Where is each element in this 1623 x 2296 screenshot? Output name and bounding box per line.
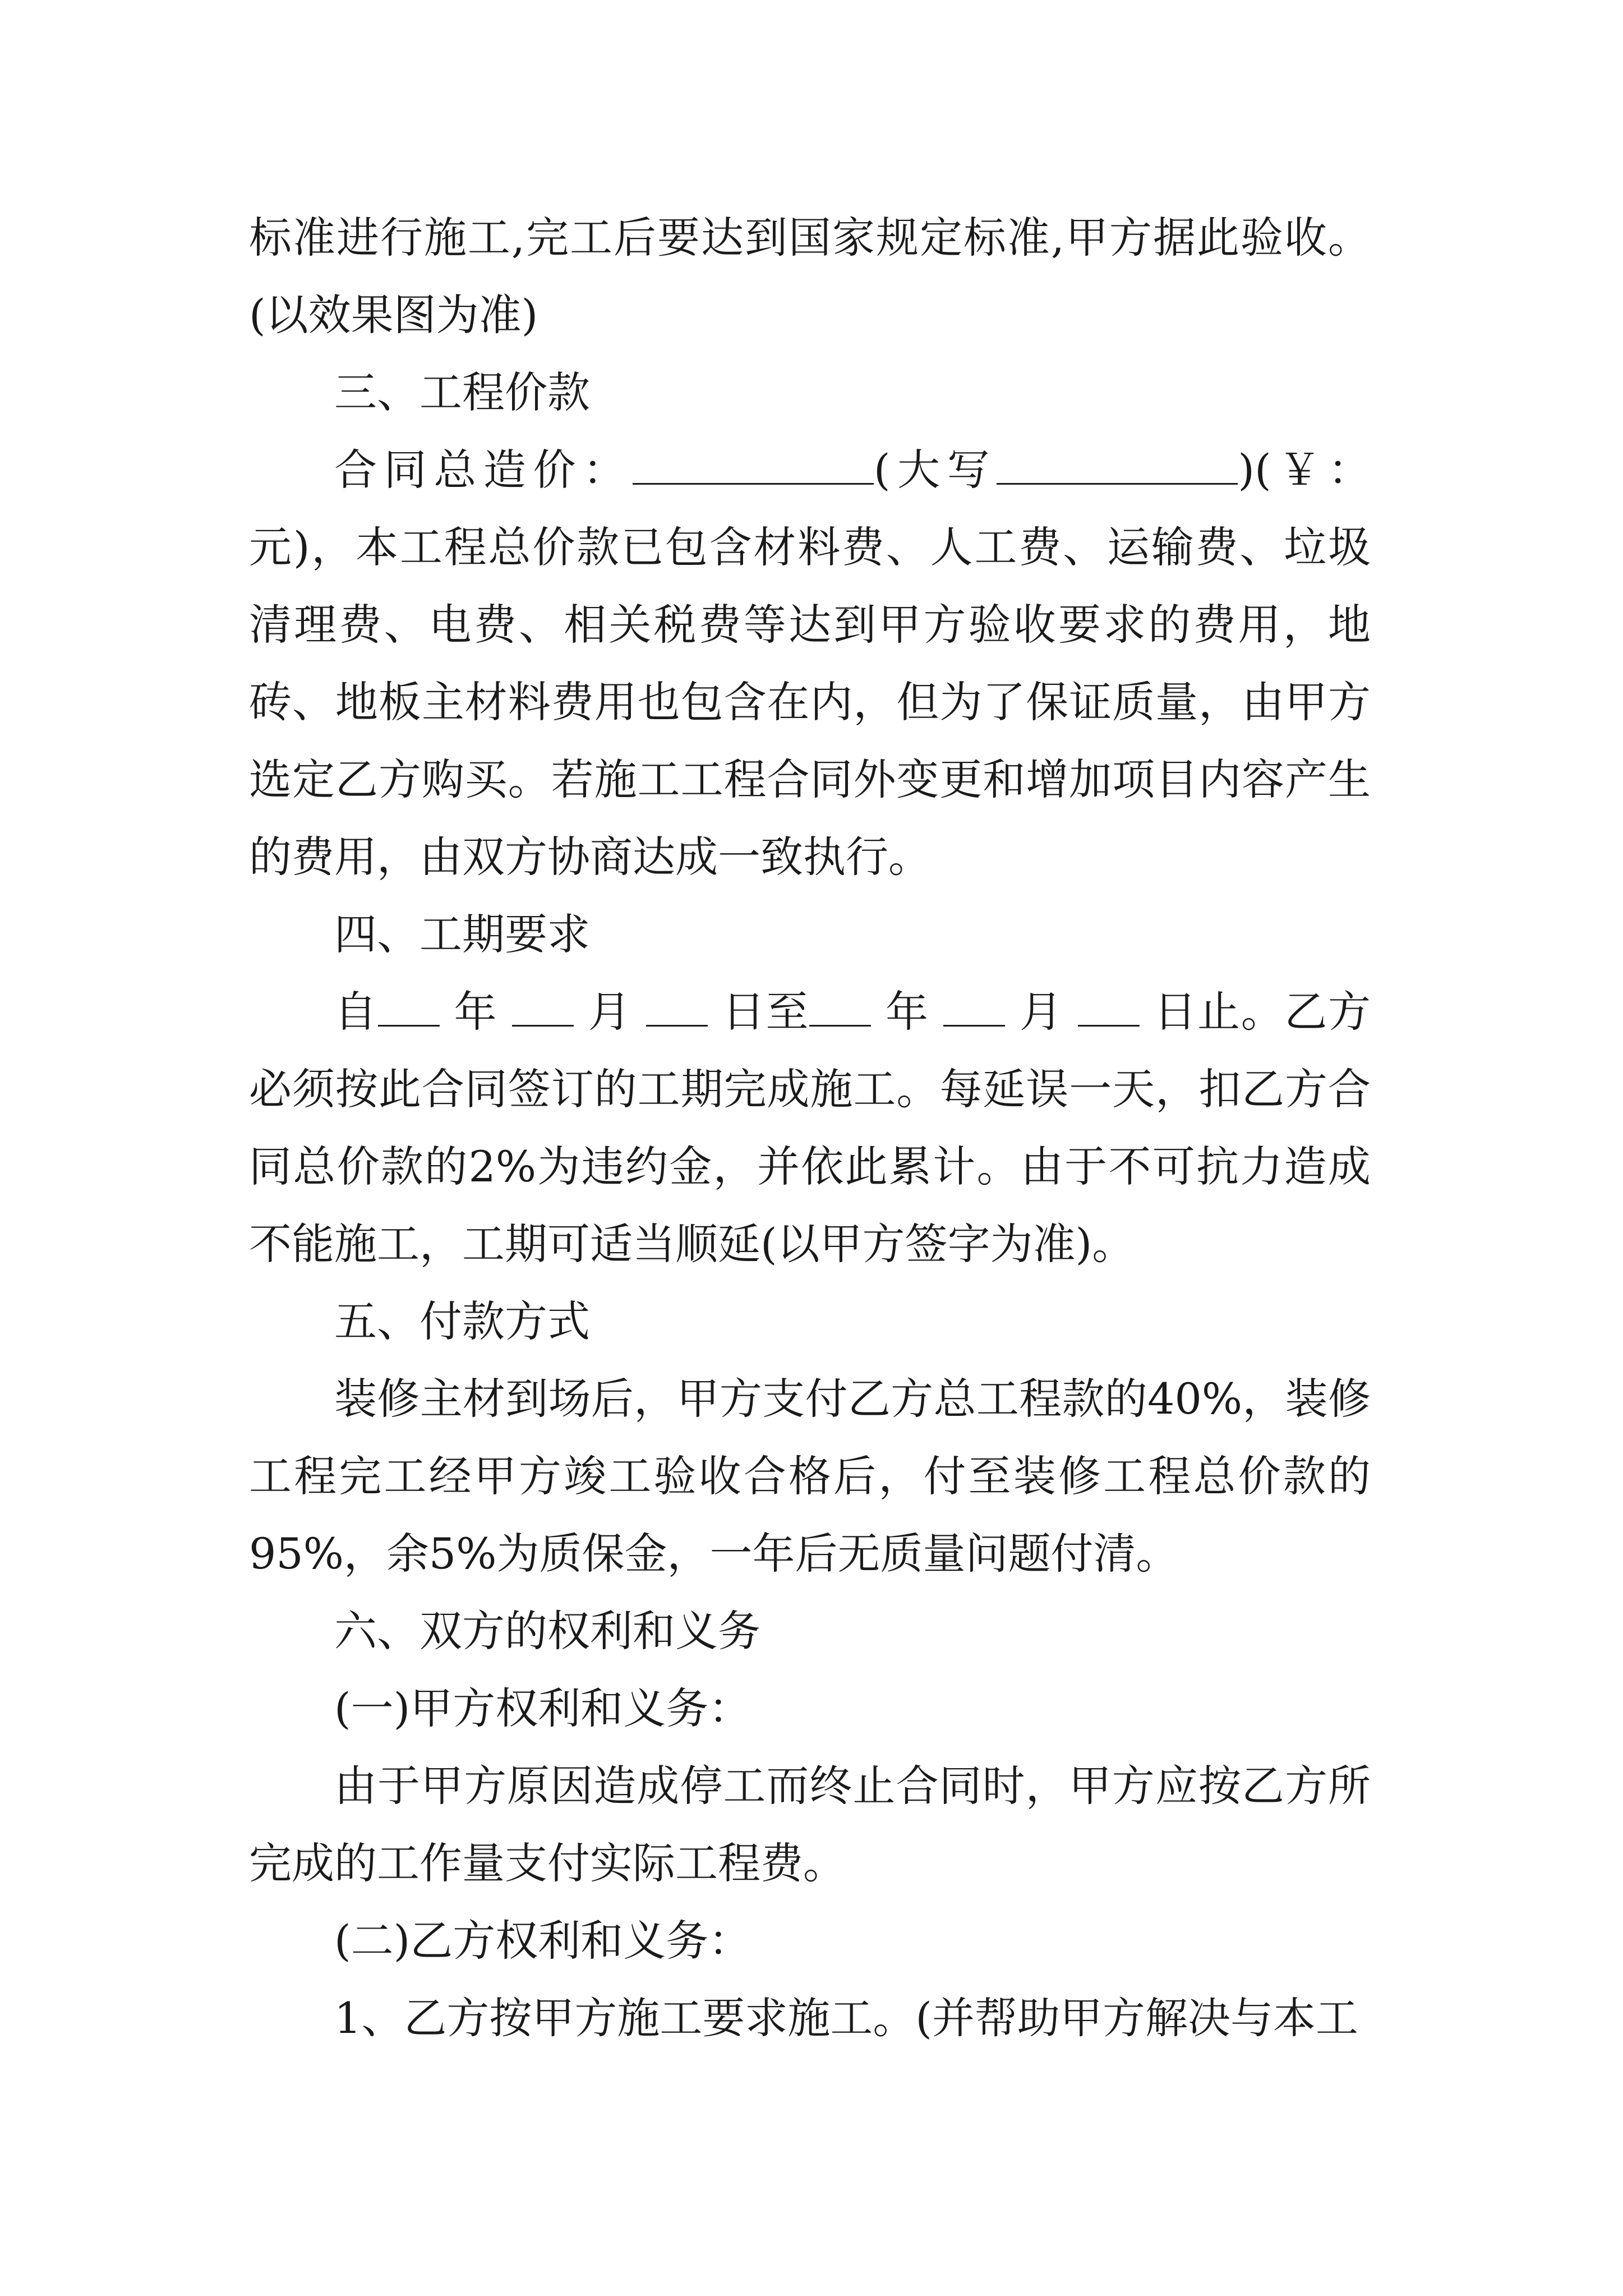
schedule-rest-text: 乙方必须按此合同签订的工期完成施工。每延误一天，扣乙方合同总价款的2%为违约金，并依此累计。由于不可抗力造成不能施工，工期可适当顺延(以甲方签字为准)。 bbox=[249, 987, 1371, 1269]
party-b-item-1: 1、乙方按甲方施工要求施工。(并帮助甲方解决与本工 bbox=[334, 1993, 1359, 2043]
price-rest-text: 元)，本工程总价款已包含材料费、人工费、运输费、垃圾清理费、电费、相关税费等达到甲方验收要求的费用，地砖、地板主材料费用也包含在内，但为了保证质量，由甲方选定乙方购买。若施工工程合同外变更和增加项目内容产生的费用，由双方协商达成一致执行。 bbox=[249, 522, 1371, 882]
continuation-paragraph: 标准进行施工,完工后要达到国家规定标准,甲方据此验收。(以效果图为准) bbox=[249, 213, 1371, 340]
start-month-blank[interactable] bbox=[512, 991, 574, 1027]
year-label-2: 年 bbox=[885, 987, 929, 1037]
price-uppercase-label: (大写 bbox=[873, 445, 997, 495]
end-day-blank[interactable] bbox=[1078, 991, 1140, 1027]
document-body bbox=[249, 199, 1371, 2057]
end-year-blank[interactable] bbox=[809, 991, 871, 1027]
end-month-blank[interactable] bbox=[943, 991, 1005, 1027]
year-label-1: 年 bbox=[454, 987, 498, 1037]
day-to-label: 日至 bbox=[722, 987, 810, 1037]
schedule-paragraph bbox=[249, 973, 1371, 1283]
section-heading-payment: 五、付款方式 bbox=[334, 1296, 590, 1346]
month-label-2: 月 bbox=[1020, 987, 1063, 1037]
price-paragraph bbox=[249, 431, 1371, 896]
month-label-1: 月 bbox=[588, 987, 632, 1037]
section-heading-schedule: 四、工期要求 bbox=[334, 909, 590, 959]
start-year-blank[interactable] bbox=[378, 991, 440, 1027]
section-heading-price: 三、工程价款 bbox=[334, 367, 590, 417]
price-label: 合同总造价： bbox=[334, 445, 633, 495]
party-b-heading: (二)乙方权利和义务： bbox=[334, 1916, 751, 1966]
price-yen-label: )(￥： bbox=[1238, 445, 1371, 495]
payment-paragraph: 装修主材到场后，甲方支付乙方总工程款的40%，装修工程完工经甲方竣工验收合格后，付至装修工程总价款的95%，余5%为质保金，一年后无质量问题付清。 bbox=[249, 1374, 1371, 1579]
price-blank[interactable] bbox=[633, 449, 874, 485]
day-end-label: 日止。 bbox=[1154, 987, 1285, 1037]
price-uppercase-blank[interactable] bbox=[997, 449, 1238, 485]
date-from-label: 自 bbox=[334, 987, 378, 1037]
party-a-paragraph: 由于甲方原因造成停工而终止合同时，甲方应按乙方所完成的工作量支付实际工程费。 bbox=[249, 1761, 1371, 1888]
party-a-heading: (一)甲方权利和义务： bbox=[334, 1683, 751, 1733]
section-heading-rights: 六、双方的权利和义务 bbox=[334, 1606, 760, 1656]
start-day-blank[interactable] bbox=[646, 991, 708, 1027]
